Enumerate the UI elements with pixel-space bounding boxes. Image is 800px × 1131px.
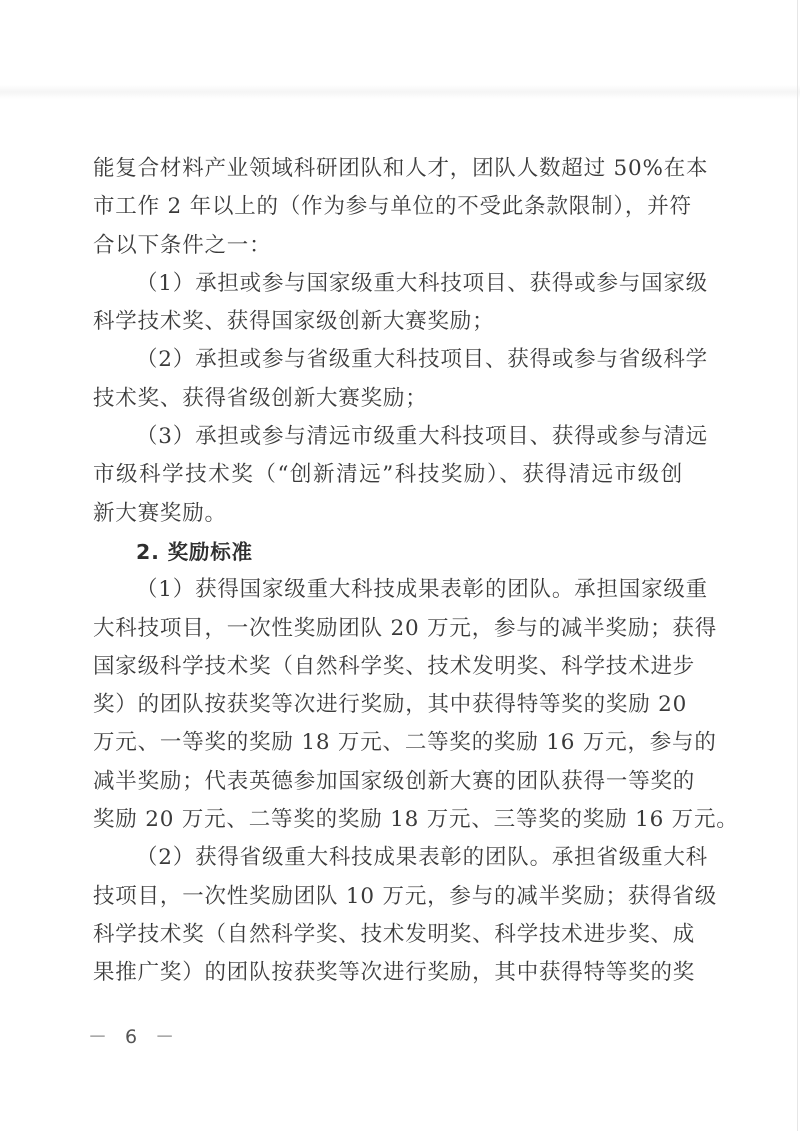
text-line: 奖励 20 万元、二等奖的奖励 18 万元、三等奖的奖励 16 万元。 [93,807,739,833]
text-line: 市级科学技术奖（“创新清远”科技奖励）、获得清远市级创 [93,462,683,488]
text-line: （2）获得省级重大科技成果表彰的团队。承担省级重大科 [136,845,708,871]
scan-artifact-stripe [0,85,800,99]
text-line: 能复合材料产业领域科研团队和人才，团队人数超过 50%在本 [93,156,709,181]
text-line: 奖）的团队按获奖等次进行奖励，其中获得特等奖的奖励 20 [93,692,688,718]
text-line: 技术奖、获得省级创新大赛奖励； [93,385,428,411]
document-body [93,150,739,993]
paragraph-standard-2 [93,839,718,992]
text-line: 果推广奖）的团队按获奖等次进行奖励，其中获得特等奖的奖 [93,960,696,986]
text-line: （1）承担或参与国家级重大科技项目、获得或参与国家级 [136,270,708,296]
paragraph-condition-1 [93,265,708,342]
text-line: 减半奖励；代表英德参加国家级创新大赛的团队获得一等奖的 [93,768,696,794]
section-heading-reward-standard [93,533,683,571]
text-line: 国家级科学技术奖（自然科学奖、技术发明奖、科学技术进步 [93,653,696,679]
paragraph-condition-3 [93,418,708,533]
text-line: （3）承担或参与清远市级重大科技项目、获得或参与清远 [136,424,708,450]
text-line: 市工作 2 年以上的（作为参与单位的不受此条款限制），并符 [93,194,692,220]
text-line: 大科技项目，一次性奖励团队 20 万元，参与的减半奖励；获得 [93,615,718,641]
text-line: （1）获得国家级重大科技成果表彰的团队。承担国家级重 [136,577,708,603]
section-heading: 2. 奖励标准 [136,539,253,564]
text-line: （2）承担或参与省级重大科技项目、获得或参与省级科学 [136,347,708,373]
text-line: 科学技术奖（自然科学奖、技术发明奖、科学技术进步奖、成 [93,921,696,947]
paragraph-condition-2 [93,341,708,418]
paragraph-eligibility-continued [93,150,709,265]
text-line: 新大赛奖励。 [93,500,227,526]
text-line: 万元、一等奖的奖励 18 万元、二等奖的奖励 16 万元，参与的 [93,730,717,756]
text-line: 科学技术奖、获得国家级创新大赛奖励； [93,309,495,335]
text-line: 合以下条件之一： [93,232,272,258]
paragraph-standard-1 [93,571,739,839]
text-line: 技项目，一次性奖励团队 10 万元，参与的减半奖励；获得省级 [93,883,718,909]
page-number: － 6 － [88,1026,181,1048]
page-edge [797,0,798,1131]
